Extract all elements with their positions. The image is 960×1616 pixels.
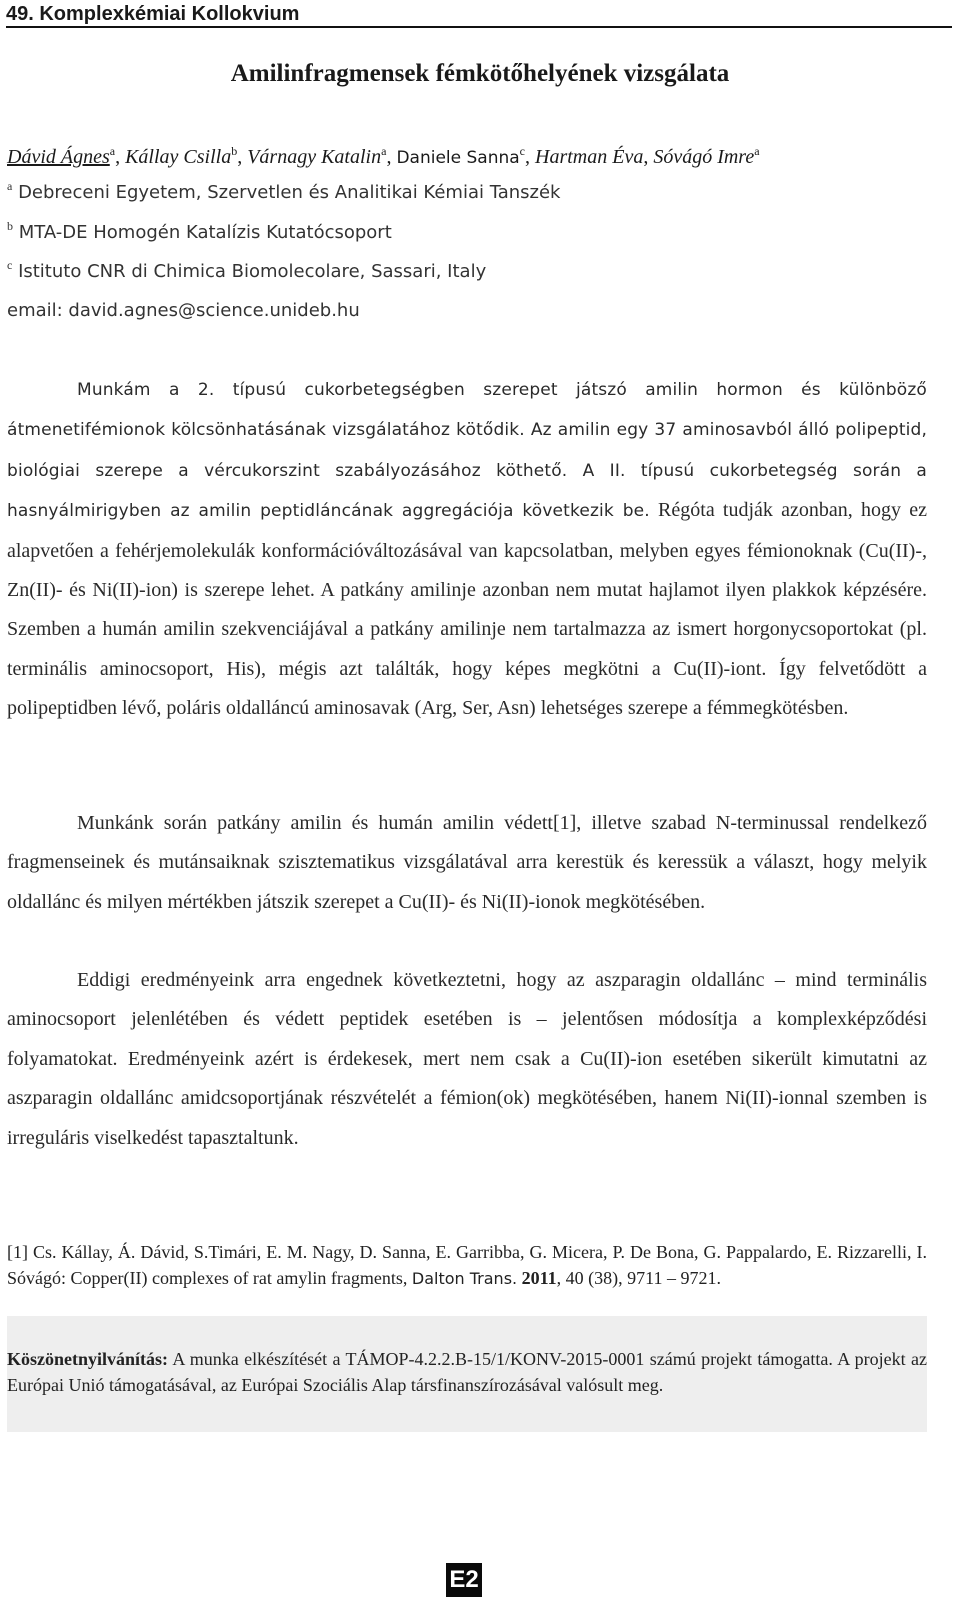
- author-name: Daniele Sanna: [396, 148, 520, 168]
- author-name: Várnagy Katalin: [247, 146, 382, 168]
- paper-title: Amilinfragmensek fémkötőhelyének vizsgálata: [230, 60, 730, 87]
- author-affiliation-mark: c: [519, 144, 525, 158]
- affiliation-text: Debreceni Egyetem, Szervetlen és Analitikai Kémiai Tanszék: [18, 182, 561, 203]
- paragraph-text: Munkánk során patkány amilin és humán amilin védett[1], illetve szabad N-terminussal rendelkező fragmenseinek és mutánsaiknak szisztematikus vizsgálatával arra kerestük és keressük a választ, hogy melyik oldallánc és milyen mértékben játszik szerepet a Cu(II)- és Ni(II)-ionok megkötésében.: [7, 812, 927, 913]
- author-separator: ,: [237, 146, 248, 168]
- affiliation-text: Istituto CNR di Chimica Biomolecolare, Sassari, Italy: [18, 261, 487, 282]
- body-paragraph-1: [7, 370, 927, 729]
- affiliation-mark: c: [7, 258, 13, 272]
- affiliation-line: [7, 181, 947, 205]
- affiliation-line: [7, 221, 947, 245]
- author-separator: ,: [115, 146, 126, 168]
- acknowledgement-text: A munka elkészítését a TÁMOP-4.2.2.B-15/1/KONV-2015-0001 számú projekt támogatta. A projekt az Európai Unió támogatásával, az Európai Szociális Alap társfinanszírozásával valósult meg.: [7, 1349, 927, 1395]
- author-name: Hartman Éva: [535, 146, 644, 168]
- paragraph-text: Eddigi eredményeink arra engednek következtetni, hogy az aszparagin oldallánc – mind terminális aminocsoport jelenlétében és védett peptidek esetében is – jelentősen módosítja a komplexképződési folyamatokat. Eredményeink azért is érdekesek, mert nem csak a Cu(II)-ion esetében sikerült kimutatni az aszparagin oldallánc amidcsoportjának részvételét a fémion(ok) megkötésében, hanem Ni(II)-ionnal szemben is irreguláris viselkedést tapasztaltunk.: [7, 969, 927, 1149]
- reference-year: 2011: [521, 1267, 557, 1288]
- acknowledgement-box: [7, 1316, 927, 1432]
- author-separator: ,: [386, 146, 397, 168]
- paragraph-lead: Munkám a 2. típusú cukorbetegségben szerepet játszó amilin hormon és különböző átmenetifémionok kölcsönhatásának vizsgálatához kötődik. Az amilin egy 37 aminosavból álló polipeptid, biológiai szerepe a vércukorszint szabályozásához köthető. A II. típusú cukorbetegség során a hasnyálmirigyben az amilin peptidláncának aggregációja következik be.: [7, 380, 927, 522]
- author-affiliation-mark: b: [231, 144, 238, 158]
- affiliation-mark: b: [7, 219, 13, 233]
- author-name: Sóvágó Imre: [653, 146, 755, 168]
- author-affiliation-mark: a: [109, 144, 116, 158]
- affiliation-line: [7, 260, 947, 284]
- author-list: [7, 144, 957, 171]
- reference-entry: [7, 1240, 927, 1291]
- page-number-badge: E2: [446, 1563, 482, 1597]
- body-paragraph-3: [7, 961, 927, 1158]
- conference-header: 49. Komplexkémiai Kollokvium: [6, 2, 952, 28]
- reference-details: , 40 (38), 9711 – 9721.: [556, 1267, 721, 1288]
- author-separator: ,: [643, 146, 654, 168]
- author-affiliation-mark: a: [381, 144, 387, 158]
- acknowledgement-label: Köszönetnyilvánítás:: [7, 1349, 169, 1369]
- reference-journal: Dalton Trans.: [411, 1268, 518, 1288]
- author-affiliation-mark: a: [754, 144, 760, 158]
- paragraph-text: Régóta tudják azonban, hogy ez alapvetően a fehérjemolekulák konformációváltozásával van kapcsolatban, melyben egyes fémionoknak (Cu(II)-, Zn(II)- és Ni(II)-ion) is szerepe lehet. A patkány amilinje azonban nem mutat hajlamot ilyen plakkok képzésére. Szemben a humán amilin szekvenciájával a patkány amilinje nem tartalmazza az ismert horgonycsoportokat (pl. terminális aminocsoport, His), mégis azt találták, hogy képes megkötni a Cu(II)-iont. Így felvetődött a polipeptidben lévő, poláris oldalláncú aminosavak (Arg, Ser, Asn) lehetséges szerepe a fémmegkötésben.: [7, 499, 927, 720]
- reference-text: [1] Cs. Kállay, Á. Dávid, S.Timári, E. M. Nagy, D. Sanna, E. Garribba, G. Micera, P. De Bona, G. Pappalardo, E. Rizzarelli, I. Sóvágó: Copper(II) complexes of rat amylin fragments,: [7, 1242, 927, 1288]
- author-name: Dávid Ágnes: [7, 146, 110, 168]
- contact-email: email: david.agnes@science.unideb.hu: [7, 300, 360, 321]
- author-name: Kállay Csilla: [125, 146, 232, 168]
- body-paragraph-2: [7, 804, 927, 922]
- author-separator: ,: [525, 146, 535, 168]
- affiliation-mark: a: [7, 179, 13, 193]
- affiliation-text: MTA-DE Homogén Katalízis Kutatócsoport: [18, 222, 392, 243]
